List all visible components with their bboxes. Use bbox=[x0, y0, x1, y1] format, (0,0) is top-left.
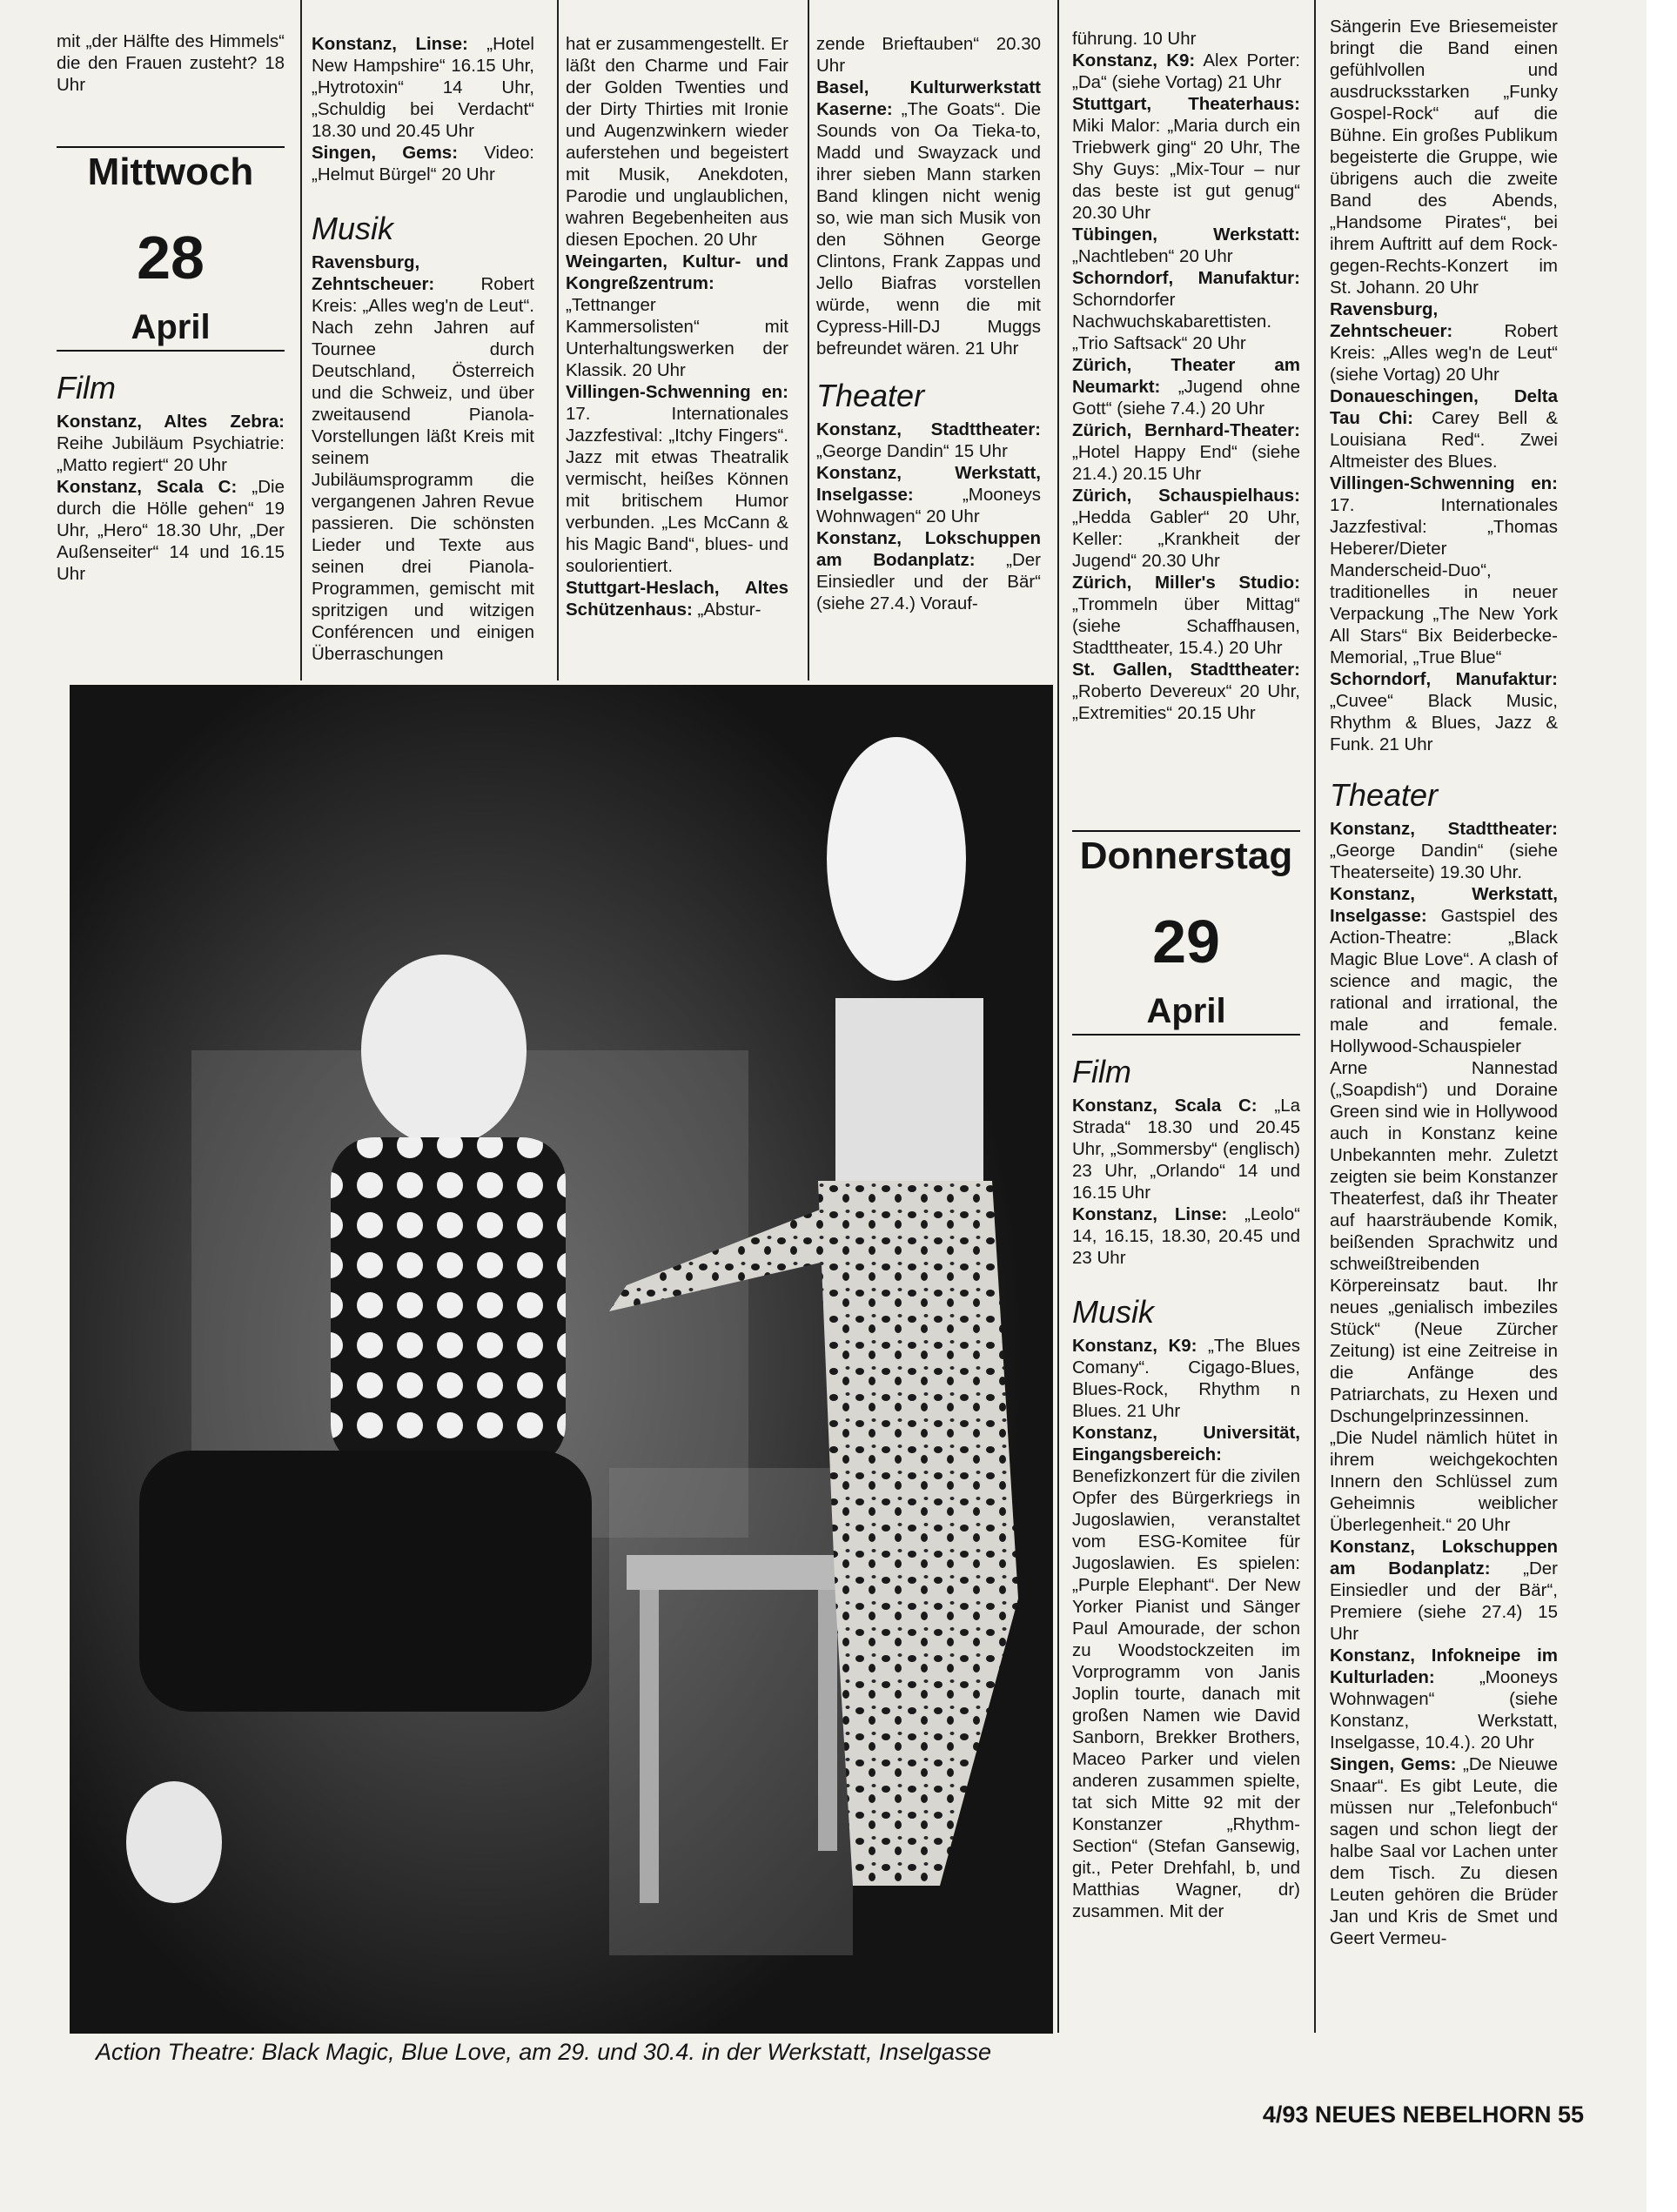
listing-text: „Leolo“ 14, 16.15, 18.30, 20.45 und 23 Uhr bbox=[1072, 1204, 1300, 1268]
listing-entry bbox=[1072, 267, 1300, 354]
day-weekday: Donnerstag bbox=[1079, 835, 1293, 877]
listing-text: „Trommeln über Mittag“ (siehe Schaffhausen, Stadttheater, 15.4.) 20 Uhr bbox=[1072, 594, 1300, 658]
column-1 bbox=[57, 30, 285, 585]
day-header-thursday bbox=[1072, 821, 1300, 1036]
listing-entry bbox=[816, 77, 1041, 359]
listing-group bbox=[1072, 1335, 1300, 1922]
listing-entry bbox=[1072, 93, 1300, 224]
listing-group bbox=[312, 251, 534, 665]
listing-text: 17. Internationales Jazzfestival: „Itchy Fingers“. Jazz mit etwas Theatralik vermischt, heißes Können mit britischem Humor verbunden. „Les McCann & his Magic Band“, blues- und soulorientiert. bbox=[566, 404, 788, 576]
listing-group bbox=[816, 419, 1041, 614]
listing-text: „Mooneys Wohnwagen“ 20 Uhr bbox=[816, 485, 1041, 526]
listing-text: Alex Porter: „Da“ (siehe Vortag) 21 Uhr bbox=[1072, 50, 1300, 92]
day-weekday: Mittwoch bbox=[87, 151, 254, 193]
listing-venue: Konstanz, Scala C: bbox=[1072, 1096, 1258, 1116]
listing-entry bbox=[1330, 298, 1558, 385]
listing-group bbox=[1330, 16, 1558, 755]
column-6 bbox=[1330, 16, 1558, 1949]
listing-group bbox=[1330, 818, 1558, 1949]
listing-venue: Konstanz, Linse: bbox=[1072, 1204, 1228, 1224]
listing-venue: Singen, Gems: bbox=[1330, 1754, 1457, 1774]
listing-entry bbox=[1330, 1536, 1558, 1645]
listing-venue: Schorndorf, Manufaktur: bbox=[1072, 268, 1300, 288]
listing-entry bbox=[1330, 668, 1558, 755]
listing-text: „Mooneys Wohnwagen“ (siehe Konstanz, Werkstatt, Inselgasse, 10.4.). 20 Uhr bbox=[1330, 1667, 1558, 1753]
listing-text: Gastspiel des Action-Theatre: „Black Magic Blue Love“. A clash of science and magic, the rational and irrational, the male and female. Hollywood-Schauspieler Arne Nannestad („Soapdish“) und Doraine Green sind wie in Hollywood auch in Konstanz keine Unbekannten mehr. Zuletzt zeigten sie beim Konstanzer Theaterfest, daß ihr Theater auf haarsträubende Komik, beißenden Sprachwitz und schweißtreibenden Körpereinsatz baut. Ihr neues „genialisch imbeziles Stück“ (Neue Zürcher Zeitung) ist eine Zeitreise in die Anfänge des Patriarchats, zu Hexen und Dschungelprinzessinnen. „Die Nudel nämlich hütet in ihrem weichgekochten Innern den Schlüssel zum Geheimnis weiblicher Überlegenheit.“ 20 Uhr bbox=[1330, 906, 1558, 1535]
listing-venue: Zürich, Theater am Neumarkt: bbox=[1072, 355, 1300, 397]
listing-text: hat er zusammengestellt. Er läßt den Charme und Fair der Golden Twenties und der Dirty Thirties mit Ironie und Augenzwinkern wieder auferstehen und begeistert mit Musik, Anekdoten, Parodie und unglaublichen, wahren Begebenheiten aus diesen Epochen. 20 Uhr bbox=[566, 34, 788, 250]
listing-entry bbox=[57, 476, 285, 585]
listing-venue: Konstanz, Werkstatt, Inselgasse: bbox=[816, 463, 1041, 505]
stage-photo-illustration bbox=[70, 685, 1053, 2034]
listing-venue: Konstanz, Lokschuppen am Bodanplatz: bbox=[816, 528, 1041, 570]
listing-venue: Konstanz, Stadttheater: bbox=[1330, 819, 1558, 839]
listing-entry bbox=[1072, 572, 1300, 659]
listing-text: führung. 10 Uhr bbox=[1072, 29, 1197, 49]
column-divider bbox=[808, 0, 809, 680]
listing-text: „The Blues Comany“. Cigago-Blues, Blues-Rock, Rhythm n Blues. 21 Uhr bbox=[1072, 1336, 1300, 1421]
listing-text: Reihe Jubiläum Psychiatrie: „Matto regiert“ 20 Uhr bbox=[57, 433, 285, 475]
listing-entry bbox=[816, 33, 1041, 77]
page-edge bbox=[1647, 0, 1677, 2212]
column-2 bbox=[312, 33, 534, 665]
day-month: April bbox=[131, 308, 211, 346]
listing-text: Video: „Helmut Bürgel“ 20 Uhr bbox=[312, 143, 535, 184]
listing-entry bbox=[1072, 1203, 1300, 1269]
listing-text: „Hotel New Hampshire“ 16.15 Uhr, „Hytrotoxin“ 14 Uhr, „Schuldig bei Verdacht“ 18.30 und 20.45 Uhr bbox=[312, 34, 534, 141]
listing-entry bbox=[1330, 1645, 1558, 1753]
listing-group bbox=[1072, 1095, 1300, 1269]
listing-venue: Konstanz, Linse: bbox=[312, 34, 468, 54]
day-month: April bbox=[1146, 992, 1226, 1030]
listing-venue: Konstanz, Scala C: bbox=[57, 477, 238, 497]
listing-entry bbox=[1072, 419, 1300, 485]
listing-venue: Singen, Gems: bbox=[312, 143, 459, 163]
column-divider bbox=[557, 0, 559, 680]
day-header-rule bbox=[1072, 1034, 1300, 1036]
listing-venue: Konstanz, K9: bbox=[1072, 50, 1196, 70]
listing-venue: Konstanz, Stadttheater: bbox=[816, 419, 1041, 439]
listing-entry bbox=[816, 527, 1041, 614]
listing-group bbox=[816, 33, 1041, 359]
listing-entry bbox=[1330, 1753, 1558, 1949]
column-4 bbox=[816, 33, 1041, 614]
listing-text: Carey Bell & Louisiana Red“. Zwei Altmeister des Blues. bbox=[1330, 408, 1558, 472]
listing-text: „Tettnanger Kammersolisten“ mit Unterhaltungswerken der Klassik. 20 Uhr bbox=[566, 295, 788, 380]
section-heading-theater: Theater bbox=[1330, 777, 1439, 813]
listing-entry bbox=[1330, 818, 1558, 883]
section-heading-musik: Musik bbox=[1072, 1294, 1155, 1330]
listing-text: „De Nieuwe Snaar“. Es gibt Leute, die müssen nur „Telefonbuch“ sagen und schon liegt der halbe Saal vor Lachen unter dem Tisch. Zu diesen Leuten gehören die Brüder Jan und Kris de Smet und Geert Vermeu- bbox=[1330, 1754, 1558, 1948]
listing-text: „Hotel Happy End“ (siehe 21.4.) 20.15 Uhr bbox=[1072, 442, 1300, 484]
listing-venue: Konstanz, Infokneipe im Kulturladen: bbox=[1330, 1646, 1558, 1687]
listing-venue: Ravensburg, Zehntscheuer: bbox=[312, 252, 435, 294]
listing-text: Robert Kreis: „Alles weg'n de Leut“. Nach zehn Jahren auf Tournee durch Deutschland, Österreich und die Schweiz, und über zweitausend Pianola-Vorstellungen läßt Kreis mit seinem Jubiläumsprogramm die vergangenen Jahren Revue passieren. Die schönsten Lieder und Texte aus seinen drei Pianola-Programmen, gemischt mit spritzigen und witzigen Conférencen und einigen Überraschungen bbox=[312, 274, 534, 664]
listing-entry bbox=[1072, 28, 1300, 50]
listing-text: „Roberto Devereux“ 20 Uhr, „Extremities“ 20.15 Uhr bbox=[1072, 681, 1300, 723]
listing-venue: Zürich, Bernhard-Theater: bbox=[1072, 420, 1300, 440]
listing-text: „Der Einsiedler und der Bär“, Premiere (siehe 27.4) 15 Uhr bbox=[1330, 1558, 1558, 1644]
listing-entry bbox=[1072, 485, 1300, 572]
listing-venue: Konstanz, Altes Zebra: bbox=[57, 412, 285, 432]
listing-venue: Zürich, Miller's Studio: bbox=[1072, 573, 1300, 593]
listing-text: Schorndorfer Nachwuchskabarettisten. „Trio Saftsack“ 20 Uhr bbox=[1072, 290, 1272, 353]
listing-text: „George Dandin“ (siehe Theaterseite) 19.30 Uhr. bbox=[1330, 841, 1558, 882]
listing-entry bbox=[816, 462, 1041, 527]
listing-entry bbox=[1072, 659, 1300, 724]
listing-entry bbox=[566, 33, 788, 251]
listing-entry bbox=[1330, 473, 1558, 668]
listing-entry bbox=[1330, 16, 1558, 298]
listing-entry bbox=[566, 577, 788, 620]
listing-text: „Die durch die Hölle gehen“ 19 Uhr, „Hero“ 18.30 Uhr, „Der Außenseiter“ 14 und 16.15 Uhr bbox=[57, 477, 285, 584]
listing-text: „Abstur- bbox=[692, 600, 761, 620]
listing-venue: Weingarten, Kultur- und Kongreßzentrum: bbox=[566, 251, 788, 293]
listing-text: „George Dandin“ 15 Uhr bbox=[816, 441, 1008, 461]
column-5 bbox=[1072, 28, 1300, 1922]
listing-text: Miki Malor: „Maria durch ein Triebwerk ging“ 20 Uhr, The Shy Guys: „Mix-Tour – nur das beste ist gut genug“ 20.30 Uhr bbox=[1072, 116, 1300, 223]
listing-entry bbox=[1072, 50, 1300, 93]
listing-entry bbox=[1330, 385, 1558, 473]
listing-group bbox=[312, 33, 534, 185]
listing-venue: Stuttgart, Theaterhaus: bbox=[1072, 94, 1300, 114]
listing-text: „The Goats“. Die Sounds von Oa Tieka-to, Madd und Swayzack und ihrer sieben Mann starken Band klingen nicht wenig so, wie man sich Musik von den Söhnen George Clintons, Frank Zappas und Jello Biafras vorstellen würde, wenn die mit Cypress-Hill-DJ Muggs befreundet wären. 21 Uhr bbox=[816, 99, 1041, 359]
listing-entry bbox=[312, 33, 534, 142]
listing-text: „Der Einsiedler und der Bär“ (siehe 27.4.) Vorauf- bbox=[816, 550, 1041, 613]
listing-venue: Konstanz, Werkstatt, Inselgasse: bbox=[1330, 884, 1558, 926]
listing-text: 17. Internationales Jazzfestival: „Thomas Heberer/Dieter Manderscheid-Duo“, traditionelles in neuer Verpackung „The New York All Stars“ Bix Beiderbecke-Memorial, „True Blue“ bbox=[1330, 495, 1558, 667]
listing-text: Sängerin Eve Briesemeister bringt die Band einen gefühlvollen und ausdrucksstarken „Funky Gospel-Rock“ auf die Bühne. Ein großes Publikum begeisterte die Gruppe, wie übrigens auch die zweite Band des Abends, „Handsome Pirates“, bei ihrem Auftritt auf dem Rock-gegen-Rechts-Konzert im St. Johann. 20 Uhr bbox=[1330, 17, 1558, 298]
listing-text: „Cuvee“ Black Music, Rhythm & Blues, Jazz & Funk. 21 Uhr bbox=[1330, 691, 1558, 754]
listing-entry bbox=[816, 419, 1041, 462]
column-3 bbox=[566, 33, 788, 620]
section-heading-film: Film bbox=[57, 370, 116, 406]
listing-entry bbox=[57, 411, 285, 476]
listing-venue: Konstanz, K9: bbox=[1072, 1336, 1197, 1356]
listing-entry bbox=[1072, 224, 1300, 267]
listing-text: zende Brieftauben“ 20.30 Uhr bbox=[816, 34, 1041, 76]
section-heading-musik: Musik bbox=[312, 211, 394, 246]
listing-venue: Villingen-Schwenning en: bbox=[566, 382, 788, 402]
listing-entry bbox=[1072, 1422, 1300, 1922]
day-header-rule bbox=[57, 350, 285, 352]
listing-text: Robert Kreis: „Alles weg'n de Leut“ (siehe Vortag) 20 Uhr bbox=[1330, 321, 1558, 385]
day-number: 29 bbox=[1152, 908, 1220, 975]
listing-group bbox=[57, 411, 285, 585]
listing-entry bbox=[1072, 1095, 1300, 1203]
section-heading-theater: Theater bbox=[816, 378, 925, 413]
listing-text: „Nachtleben“ 20 Uhr bbox=[1072, 246, 1233, 266]
listing-venue: Stuttgart-Heslach, Altes Schützenhaus: bbox=[566, 578, 788, 620]
listing-text: „Jugend ohne Gott“ (siehe 7.4.) 20 Uhr bbox=[1072, 377, 1300, 419]
listing-venue: Schorndorf, Manufaktur: bbox=[1330, 669, 1558, 689]
day-number: 28 bbox=[137, 224, 205, 292]
listing-entry bbox=[1072, 354, 1300, 419]
listing-text: „La Strada“ 18.30 und 20.45 Uhr, „Sommersby“ (englisch) 23 Uhr, „Orlando“ 14 und 16.15 Uhr bbox=[1072, 1096, 1300, 1203]
listing-venue: Zürich, Schauspielhaus: bbox=[1072, 486, 1300, 506]
listing-venue: Konstanz, Lokschuppen am Bodanplatz: bbox=[1330, 1537, 1558, 1579]
listing-venue: Tübingen, Werkstatt: bbox=[1072, 225, 1300, 245]
listing-venue: Ravensburg, Zehntscheuer: bbox=[1330, 299, 1453, 341]
listing-venue: Basel, Kulturwerkstatt Kaserne: bbox=[816, 77, 1041, 119]
listing-entry bbox=[566, 251, 788, 381]
listing-entry bbox=[566, 381, 788, 577]
listing-text: „Hedda Gabler“ 20 Uhr, Keller: „Krankheit der Jugend“ 20.30 Uhr bbox=[1072, 507, 1300, 571]
listing-entry bbox=[312, 251, 534, 665]
section-heading-film: Film bbox=[1072, 1054, 1131, 1089]
listing-group bbox=[566, 33, 788, 620]
listing-venue: Donaueschingen, Delta Tau Chi: bbox=[1330, 386, 1558, 428]
listing-venue: Villingen-Schwenning en: bbox=[1330, 473, 1558, 493]
column-divider bbox=[1057, 0, 1059, 2033]
stage-photo bbox=[70, 685, 1053, 2034]
listing-group bbox=[1072, 28, 1300, 724]
photo-caption: Action Theatre: Black Magic, Blue Love, am 29. und 30.4. in der Werkstatt, Inselgasse bbox=[96, 2039, 992, 2065]
listing-entry bbox=[1330, 883, 1558, 1536]
column-divider bbox=[300, 0, 302, 680]
listing-entry bbox=[1072, 1335, 1300, 1422]
page-footer: 4/93 NEUES NEBELHORN 55 bbox=[1262, 2101, 1584, 2128]
listing-venue: St. Gallen, Stadttheater: bbox=[1072, 660, 1300, 680]
listing-entry bbox=[312, 142, 534, 185]
listing-venue: Konstanz, Universität, Eingangsbereich: bbox=[1072, 1423, 1300, 1465]
column-divider bbox=[1314, 0, 1316, 2033]
intro-text: mit „der Hälfte des Himmels“ die den Frauen zusteht? 18 Uhr bbox=[57, 31, 285, 95]
day-header-wednesday bbox=[57, 137, 285, 352]
listing-text: Benefizkonzert für die zivilen Opfer des Bürgerkriegs in Jugoslawien, veranstaltet vom ESG-Komitee für Jugoslawien. Es spielen: „Purple Elephant“. Der New Yorker Pianist und Sänger Paul Amourade, der schon zu Woodstockzeiten im Vorprogramm von Janis Joplin tourte, danach mit großen Namen wie David Sanborn, Brekker Brothers, Maceo Parker und vielen anderen zusammen spielte, tat sich Mitte 92 mit der Konstanzer „Rhythm-Section“ (Stefan Gansewig, git., Peter Drehfahl, b, und Matthias Wagner, dr) zusammen. Mit der bbox=[1072, 1466, 1300, 1921]
